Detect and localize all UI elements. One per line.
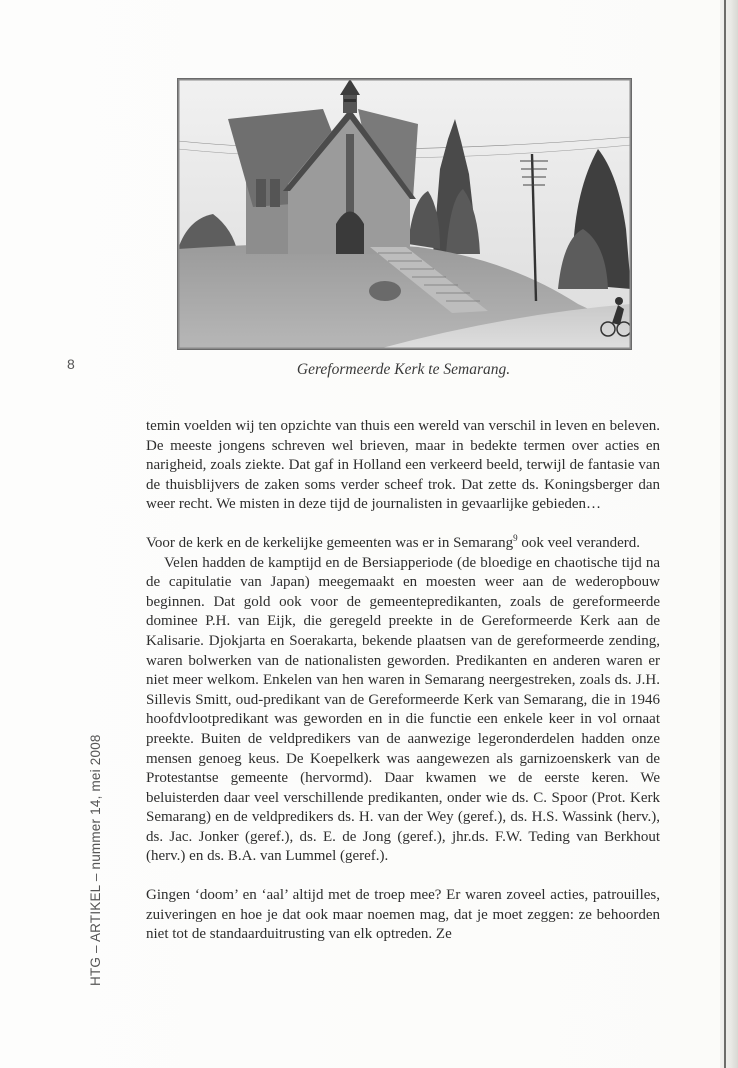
paragraph-1: temin voelden wij ten opzichte van thuis een wereld van verschil in leven en beleven. De meeste jongens schreven wel brieven, maar in bedekte termen over acties en narigheid, zoals ziekte. Dat gaf in Holland een verkeerd beeld, terwijl de fantasie van de thuisblijvers de zaken soms verder scheef trok. Dat zette ds. Koningsberger dan weer recht. We misten in deze tijd de journalisten in gevaarlijke gebieden… <box>146 418 660 513</box>
running-head: HTG – ARTIKEL – nummer 14, mei 2008 <box>88 734 103 986</box>
paragraph-4: Gingen ‘doom’ en ‘aal’ altijd met de troep mee? Er waren zoveel acties, patrouilles, zuiveringen en hoe je dat ook maar noemen mag, dat je moet zeggen: ze behoorden niet tot de standaarduitrusting van elk optreden. Ze <box>146 887 660 943</box>
church-photo <box>177 78 632 350</box>
article-body <box>146 417 660 945</box>
footnote-reference: 9 <box>513 532 518 543</box>
page-edge-line <box>724 0 726 1068</box>
paragraph-2 <box>146 534 660 554</box>
page-edge-shadow <box>720 0 738 1068</box>
church-photo-graphic <box>178 79 631 349</box>
paragraph-2-text-end: ook veel veranderd. <box>517 534 641 551</box>
paragraph-2-text: Voor de kerk en de kerkelijke gemeenten was er in Semarang <box>146 534 514 551</box>
paragraph-3: Velen hadden de kamptijd en de Bersiapperiode (de bloedige en chaotische tijd na de capitulatie van Japan) meegemaakt en moesten weer aan de wederopbouw beginnen. Dat gold ook voor de gemeentepredikanten, zoals de gereformeerde dominee P.H. van Eijk, die geregeld preekte in de Gereformeerde Kerk aan de Kalisarie. Djokjarta en Soerakarta, bekende plaatsen van de gereformeerde zending, waren bolwerken van de nationalisten geworden. Predikanten en anderen waren er niet meer welkom. Enkelen van hen waren in Semarang neergestreken, zoals ds. J.H. Sillevis Smitt, oud-predikant van de Gereformeerde Kerk van Semarang, die in 1946 hoofdvlootpredikant was geworden en in die functie een enkele keer in vol ornaat preekte. Buiten de veldpredikers van de aanwezige legeronderdelen hadden onze mensen genoeg keus. De Koepelkerk was aangewezen als garnizoenskerk van de Protestantse gemeente (hervormd). Daar kwamen we de eerste keren. We beluisterden daar veel verschillende predikanten, onder wie ds. C. Spoor (Prot. Kerk Semarang) en de veldpredikers ds. H. van der Wey (geref.), ds. H.S. Wassink (herv.), ds. Jac. Jonker (geref.), ds. E. de Jong (geref.), jhr.ds. F.W. Teding van Berkhout (herv.) en ds. B.A. van Lummel (geref.). <box>146 554 660 865</box>
page-number: 8 <box>67 356 75 372</box>
photo-caption: Gereformeerde Kerk te Semarang. <box>296 361 511 378</box>
